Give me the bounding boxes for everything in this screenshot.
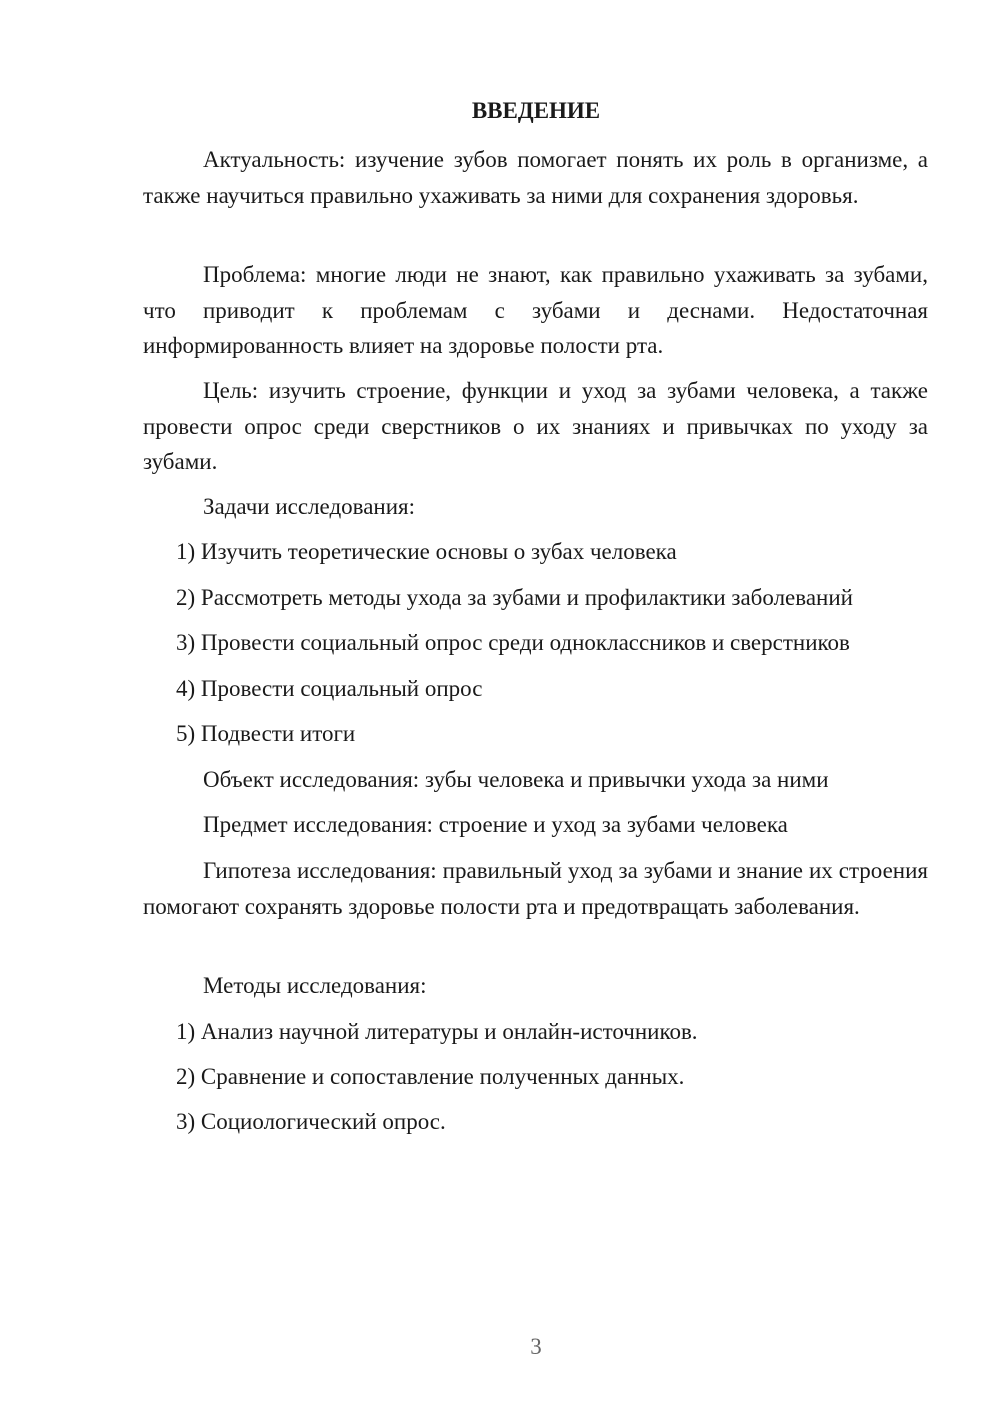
task-item: 3) Провести социальный опрос среди одноклассников и сверстников: [176, 630, 850, 655]
page-number: 3: [530, 1334, 542, 1359]
task-item: 2) Рассмотреть методы ухода за зубами и профилактики заболеваний: [176, 585, 853, 610]
hypothesis-paragraph: Гипотеза исследования: правильный уход за зубами и знание их строения помогают сохранять здоровье полости рта и предотвращать заболевания.: [143, 858, 928, 919]
research-object: Объект исследования: зубы человека и привычки ухода за ними: [203, 767, 829, 792]
task-item: 1) Изучить теоретические основы о зубах человека: [176, 539, 677, 564]
tasks-label: Задачи исследования:: [203, 494, 416, 519]
methods-label: Методы исследования:: [203, 973, 427, 998]
goal-paragraph: Цель: изучить строение, функции и уход за зубами человека, а также провести опрос среди сверстников о их знаниях и привычках по уходу за зубами.: [143, 378, 928, 474]
problem-paragraph: Проблема: многие люди не знают, как правильно ухаживать за зубами, что приводит к проблемам с зубами и деснами. Недостаточная информированность влияет на здоровье полости рта.: [143, 262, 928, 358]
method-item: 3) Социологический опрос.: [176, 1109, 446, 1134]
task-item: 5) Подвести итоги: [176, 721, 356, 746]
page-title: ВВЕДЕНИЕ: [471, 98, 601, 123]
method-item: 2) Сравнение и сопоставление полученных данных.: [176, 1064, 685, 1089]
relevance-paragraph: Актуальность: изучение зубов помогает понять их роль в организме, а также научиться правильно ухаживать за ними для сохранения здоровья.: [143, 147, 928, 208]
method-item: 1) Анализ научной литературы и онлайн-источников.: [176, 1019, 698, 1044]
research-subject: Предмет исследования: строение и уход за зубами человека: [203, 812, 788, 837]
task-item: 4) Провести социальный опрос: [176, 676, 483, 701]
